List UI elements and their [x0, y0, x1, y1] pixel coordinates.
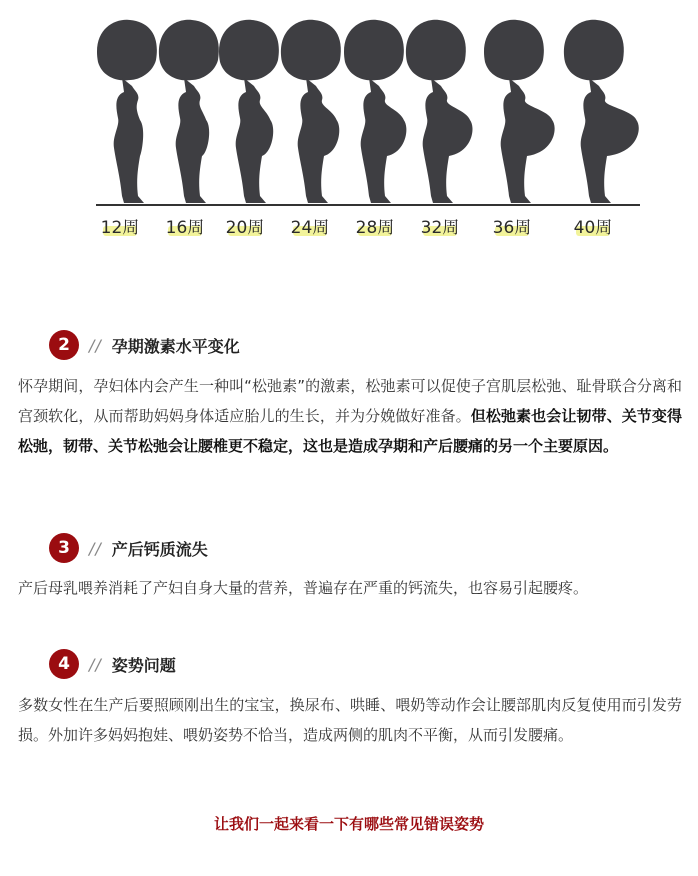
pregnant-silhouette [484, 20, 555, 203]
pregnant-silhouette [97, 20, 157, 203]
pregnant-silhouette [406, 20, 473, 203]
paragraph-bold-text: 但松弛素也会让韧带、关节变得松弛，韧带、关节松弛会让腰椎更不稳定，这也是造成孕期和产后腰痛的另一个主要原因。 [18, 407, 682, 455]
pregnant-silhouette [159, 20, 219, 203]
section-2-header [49, 329, 240, 361]
week-label: 28周 [355, 218, 395, 238]
section-number-badge: 4 [49, 649, 79, 679]
section-title: 姿势问题 [111, 655, 176, 675]
section-3-paragraph [18, 573, 682, 603]
week-label: 32周 [420, 218, 460, 238]
pregnant-silhouette [564, 20, 639, 203]
section-title: 孕期激素水平变化 [111, 336, 240, 356]
week-label: 12周 [100, 218, 140, 238]
pregnant-silhouette [281, 20, 341, 203]
pregnancy-progression-illustration [0, 0, 698, 268]
section-divider-slashes: // [89, 538, 102, 558]
pregnant-silhouette [219, 20, 279, 203]
section-divider-slashes: // [89, 335, 102, 355]
pregnant-silhouette [344, 20, 406, 203]
week-label: 20周 [225, 218, 265, 238]
section-title: 产后钙质流失 [111, 539, 208, 559]
section-4-header [49, 648, 176, 680]
week-label: 40周 [573, 218, 613, 238]
section-divider-slashes: // [89, 654, 102, 674]
section-3-header [49, 532, 208, 564]
paragraph-text: 多数女性在生产后要照顾刚出生的宝宝，换尿布、哄睡、喂奶等动作会让腰部肌肉反复使用而引发劳损。外加许多妈妈抱娃、喂奶姿势不恰当，造成两侧的肌肉不平衡，从而引发腰痛。 [18, 696, 682, 744]
section-number-badge: 2 [49, 330, 79, 360]
section-number-badge: 3 [49, 533, 79, 563]
section-4-paragraph [18, 690, 682, 750]
paragraph-text: 怀孕期间，孕妇体内会产生一种叫“松弛素”的激素，松弛素可以促使子宫肌层松弛、耻骨联合分离和宫颈软化，从而帮助妈妈身体适应胎儿的生长，并为分娩做好准备。 [18, 377, 682, 425]
closing-call-to-action: 让我们一起来看一下有哪些常见错误姿势 [213, 815, 484, 833]
week-label: 36周 [492, 218, 532, 238]
week-label: 24周 [290, 218, 330, 238]
paragraph-text: 产后母乳喂养消耗了产妇自身大量的营养，普遍存在严重的钙流失，也容易引起腰疼。 [18, 579, 589, 597]
section-2-paragraph [18, 371, 682, 461]
week-label: 16周 [165, 218, 205, 238]
